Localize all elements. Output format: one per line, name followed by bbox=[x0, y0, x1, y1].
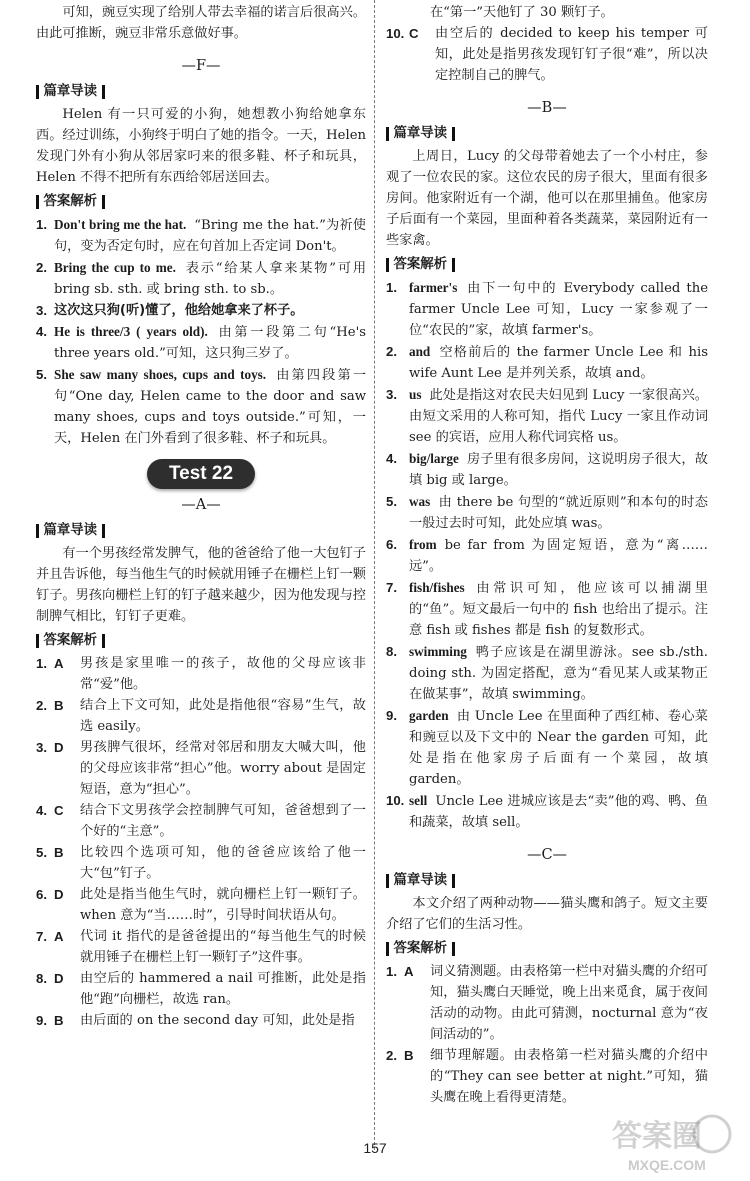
b-guide-text: 上周日，Lucy 的父母带着她去了一个小村庄，参观了一位农民的家。这位农民的房子很大，里面有很多房间。他家附近有一个湖，他可以在那里捕鱼。他家房子后面有一个菜园，里面种着各类蔬菜，菜园附近有一些家禽。 bbox=[386, 149, 708, 248]
a-answer-item: 8. D 由空后的 hammered a nail 可推断，此处是指他“跑”向栅栏，故选 ran。 bbox=[36, 971, 366, 1007]
a-answer-item: 1. A 男孩是家里唯一的孩子，故他的父母应该非常“爱”他。 bbox=[36, 656, 366, 692]
watermark-url: MXQE.COM bbox=[628, 1157, 706, 1173]
b-answer-item: 2. and 空格前后的 the farmer Uncle Lee 和 his wife Aunt Lee 是并列关系，故填 and。 bbox=[386, 344, 708, 381]
b-answer-item: 8. swimming 鸭子应该是在湖里游泳。see sb./sth. doing sth. 为固定搭配，意为“看见某人或某物正在做某事”，故填 swimming。 bbox=[386, 644, 708, 702]
a-answer-item: 4. C 结合下文男孩学会控制脾气可知，爸爸想到了一个好的“主意”。 bbox=[36, 803, 366, 839]
b-answer-item: 5. was 由 there be 句型的“就近原则”和本句的时态一般过去时可知，此处应填 was。 bbox=[386, 494, 708, 531]
f-answer-item: 3. 这次这只狗(听)懂了，他给她拿来了杯子。 bbox=[36, 303, 304, 318]
c-analysis-heading: 答案解析 bbox=[386, 939, 708, 959]
b-analysis-heading: 答案解析 bbox=[386, 255, 708, 275]
f-guide-heading: 篇章导读 bbox=[36, 82, 366, 102]
b-answer-item: 10. sell Uncle Lee 进城应该是去“卖”他的鸡、鸭、鱼和蔬菜，故填 sell。 bbox=[386, 793, 708, 830]
b-answer-item: 6. from be far from 为固定短语，意为“离……远”。 bbox=[386, 537, 708, 574]
a-answer-item: 2. B 结合上下文可知，此处是指他很“容易”生气，故选 easily。 bbox=[36, 698, 366, 734]
c-answer-item: 2. B 细节理解题。由表格第一栏对猫头鹰的介绍中的“They can see better at night.”可知，猫头鹰在晚上看得更清楚。 bbox=[386, 1048, 708, 1105]
f-answer-item: 2. Bring the cup to me. 表示“给某人拿来某物”可用 bring sb. sth. 或 bring sth. to sb.。 bbox=[36, 260, 367, 297]
c-guide-text: 本文介绍了两种动物——猫头鹰和鸽子。短文主要介绍了它们的生活习性。 bbox=[386, 896, 708, 932]
section-b-label: —B— bbox=[527, 100, 567, 116]
watermark-text: 答案圈 bbox=[612, 1119, 702, 1154]
f-analysis-heading: 答案解析 bbox=[36, 192, 366, 212]
a-answer-item-10: 10. C 由空后的 decided to keep his temper 可知，此处是指男孩发现钉钉子很“难”，所以决定控制自己的脾气。 bbox=[386, 26, 708, 83]
f-answer-item: 4. He is three/3 ( years old). 由第一段第二句“He's three years old.”可知，这只狗三岁了。 bbox=[36, 324, 366, 361]
b-guide-heading: 篇章导读 bbox=[386, 124, 708, 144]
a-answer-item: 9. B 由后面的 on the second day 可知，此处是指 bbox=[36, 1013, 355, 1028]
c-answer-item: 1. A 词义猜测题。由表格第一栏中对猫头鹰的介绍可知，猫头鹰白天睡觉，晚上出来觅食，属于夜间活动的动物。由此可猜测，nocturnal 意为“夜间活动的”。 bbox=[386, 964, 708, 1042]
a-analysis-heading: 答案解析 bbox=[36, 631, 366, 651]
column-divider bbox=[374, 0, 375, 1150]
left-column bbox=[36, 0, 366, 1151]
c-guide-heading: 篇章导读 bbox=[386, 871, 708, 891]
b-answer-item: 7. fish/fishes 由常识可知，他应该可以捕湖里的“鱼”。短文最后一句中的 fish 也给出了提示。注意 fish 或 fishes 都是 fish 的复数形式。 bbox=[386, 580, 708, 638]
left-continuation-text: 可知，豌豆实现了给别人带去幸福的诺言后很高兴。由此可推断，豌豆非常乐意做好事。 bbox=[36, 5, 366, 41]
watermark-logo bbox=[608, 1110, 738, 1174]
section-a-label: —A— bbox=[181, 497, 221, 513]
f-answer-item: 1. Don't bring me the hat. “Bring me the hat.”为祈使句，变为否定句时，应在句首加上否定词 Don't。 bbox=[36, 217, 366, 254]
b-answer-item: 4. big/large 房子里有很多房间，这说明房子很大，故填 big 或 large。 bbox=[386, 451, 708, 488]
f-guide-text: Helen 有一只可爱的小狗，她想教小狗给她拿东西。经过训练，小狗终于明白了她的指令。一天，Helen 发现门外有小狗从邻居家叼来的很多鞋、杯子和玩具，Helen 不得不把所有东西给邻居送回去。 bbox=[36, 107, 366, 185]
a-answer-item: 3. D 男孩脾气很坏，经常对邻居和朋友大喊大叫，他的父母应该非常“担心”他。worry about 是固定短语，意为“担心”。 bbox=[36, 740, 366, 797]
right-continuation-text: 在“第一”天他钉了 30 颗钉子。 bbox=[430, 5, 614, 20]
a-guide-heading: 篇章导读 bbox=[36, 521, 366, 541]
b-answer-item: 1. farmer's 由下一句中的 Everybody called the farmer Uncle Lee 可知，Lucy 一家参观了一位“农民的”家，故填 farmer's。 bbox=[386, 280, 708, 338]
a-answer-item: 7. A 代词 it 指代的是爸爸提出的“每当他生气的时候就用锤子在栅栏上钉一颗钉子”这件事。 bbox=[36, 929, 366, 965]
section-c-label: —C— bbox=[526, 847, 568, 863]
right-column bbox=[386, 0, 708, 1151]
section-f-label: —F— bbox=[181, 58, 221, 74]
f-answer-item: 5. She saw many shoes, cups and toys. 由第四段第一句“One day, Helen came to the door and saw many shoes, cups and toys outside.”可知，一天，Helen 在门外看到了很多鞋、杯子和玩具。 bbox=[36, 367, 367, 446]
test-22-badge: Test 22 bbox=[147, 459, 255, 489]
page-number: 157 bbox=[363, 1140, 387, 1156]
b-answer-item: 9. garden 由 Uncle Lee 在里面种了西红柿、卷心菜和豌豆以及下文中的 Near the garden 可知，此处是指在他家房子后面有一个菜园，故填 garden。 bbox=[386, 708, 708, 787]
a-answer-item: 5. B 比较四个选项可知，他的爸爸应该给了他一大“包”钉子。 bbox=[36, 845, 366, 881]
a-answer-item: 6. D 此处是指当他生气时，就向栅栏上钉一颗钉子。when 意为“当……时”，引导时间状语从句。 bbox=[36, 887, 366, 923]
a-guide-text: 有一个男孩经常发脾气，他的爸爸给了他一大包钉子并且告诉他，每当他生气的时候就用锤子在栅栏上钉一颗钉子。男孩向栅栏上钉的钉子越来越少，因为他发现与控制脾气相比，钉钉子更难。 bbox=[36, 546, 366, 624]
b-answer-item: 3. us 此处是指这对农民夫妇见到 Lucy 一家很高兴。由短文采用的人称可知，指代 Lucy 一家且作动词 see 的宾语，应用人称代词宾格 us。 bbox=[386, 387, 708, 445]
